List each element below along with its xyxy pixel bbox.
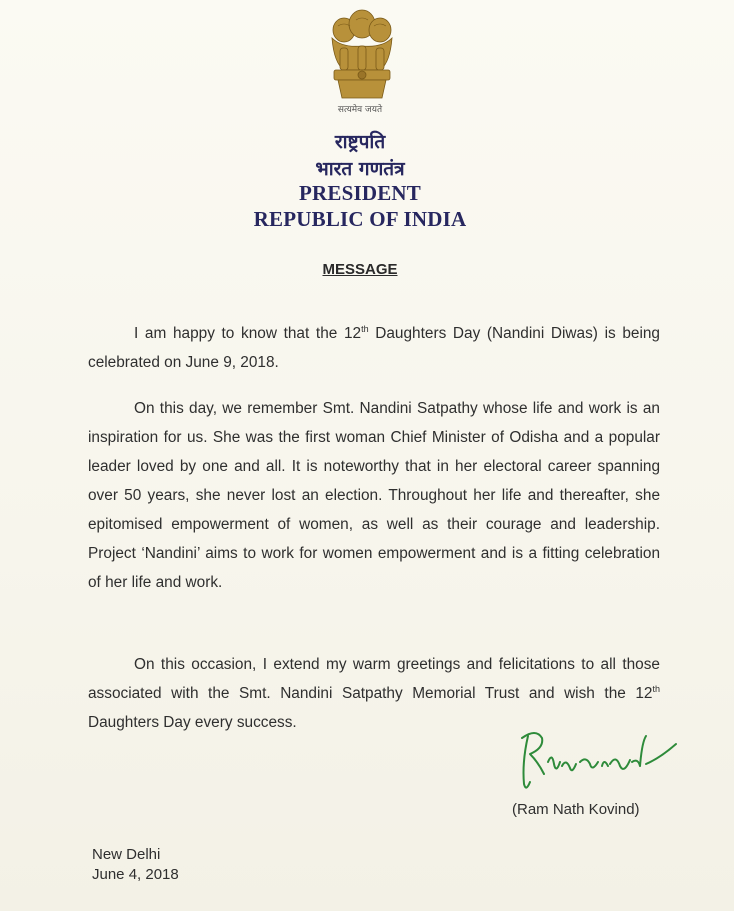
message-paragraph-3: On this occasion, I extend my warm greetings and felicitations to all those associated with the Smt. Nandini Satpathy Memorial Trust and wish the 12th Daughters Day every success. <box>88 656 660 731</box>
title-english-republic: REPUBLIC OF INDIA <box>253 207 467 231</box>
title-english-president: PRESIDENT <box>299 181 421 205</box>
title-hindi-president: राष्ट्रपति <box>334 131 386 153</box>
ashoka-emblem-icon <box>322 8 402 108</box>
signature <box>500 722 700 797</box>
title-hindi-republic: भारत गणतंत्र <box>315 158 405 180</box>
place: New Delhi <box>92 846 161 863</box>
signatory-name: (Ram Nath Kovind) <box>512 801 640 818</box>
message-heading: MESSAGE <box>322 261 398 278</box>
message-paragraph-2: On this day, we remember Smt. Nandini Satpathy whose life and work is an inspiration for us. She was the first woman Chief Minister of Odisha and a popular leader loved by one and all. It is noteworthy that in her electoral career spanning over 50 years, she never lost an election. Throughout her life and thereafter, she epitomised empowerment of women, as well as their courage and leadership. Project ‘Nandini’ aims to work for women empowerment and is a fitting celebration of her life and work. <box>88 400 660 591</box>
place-and-date <box>92 845 179 885</box>
date: June 4, 2018 <box>92 866 179 883</box>
motto-text: सत्यमेव जयते <box>337 105 383 115</box>
message-paragraph-1: I am happy to know that the 12th Daughters Day (Nandini Diwas) is being celebrated on June 9, 2018. <box>88 324 660 371</box>
